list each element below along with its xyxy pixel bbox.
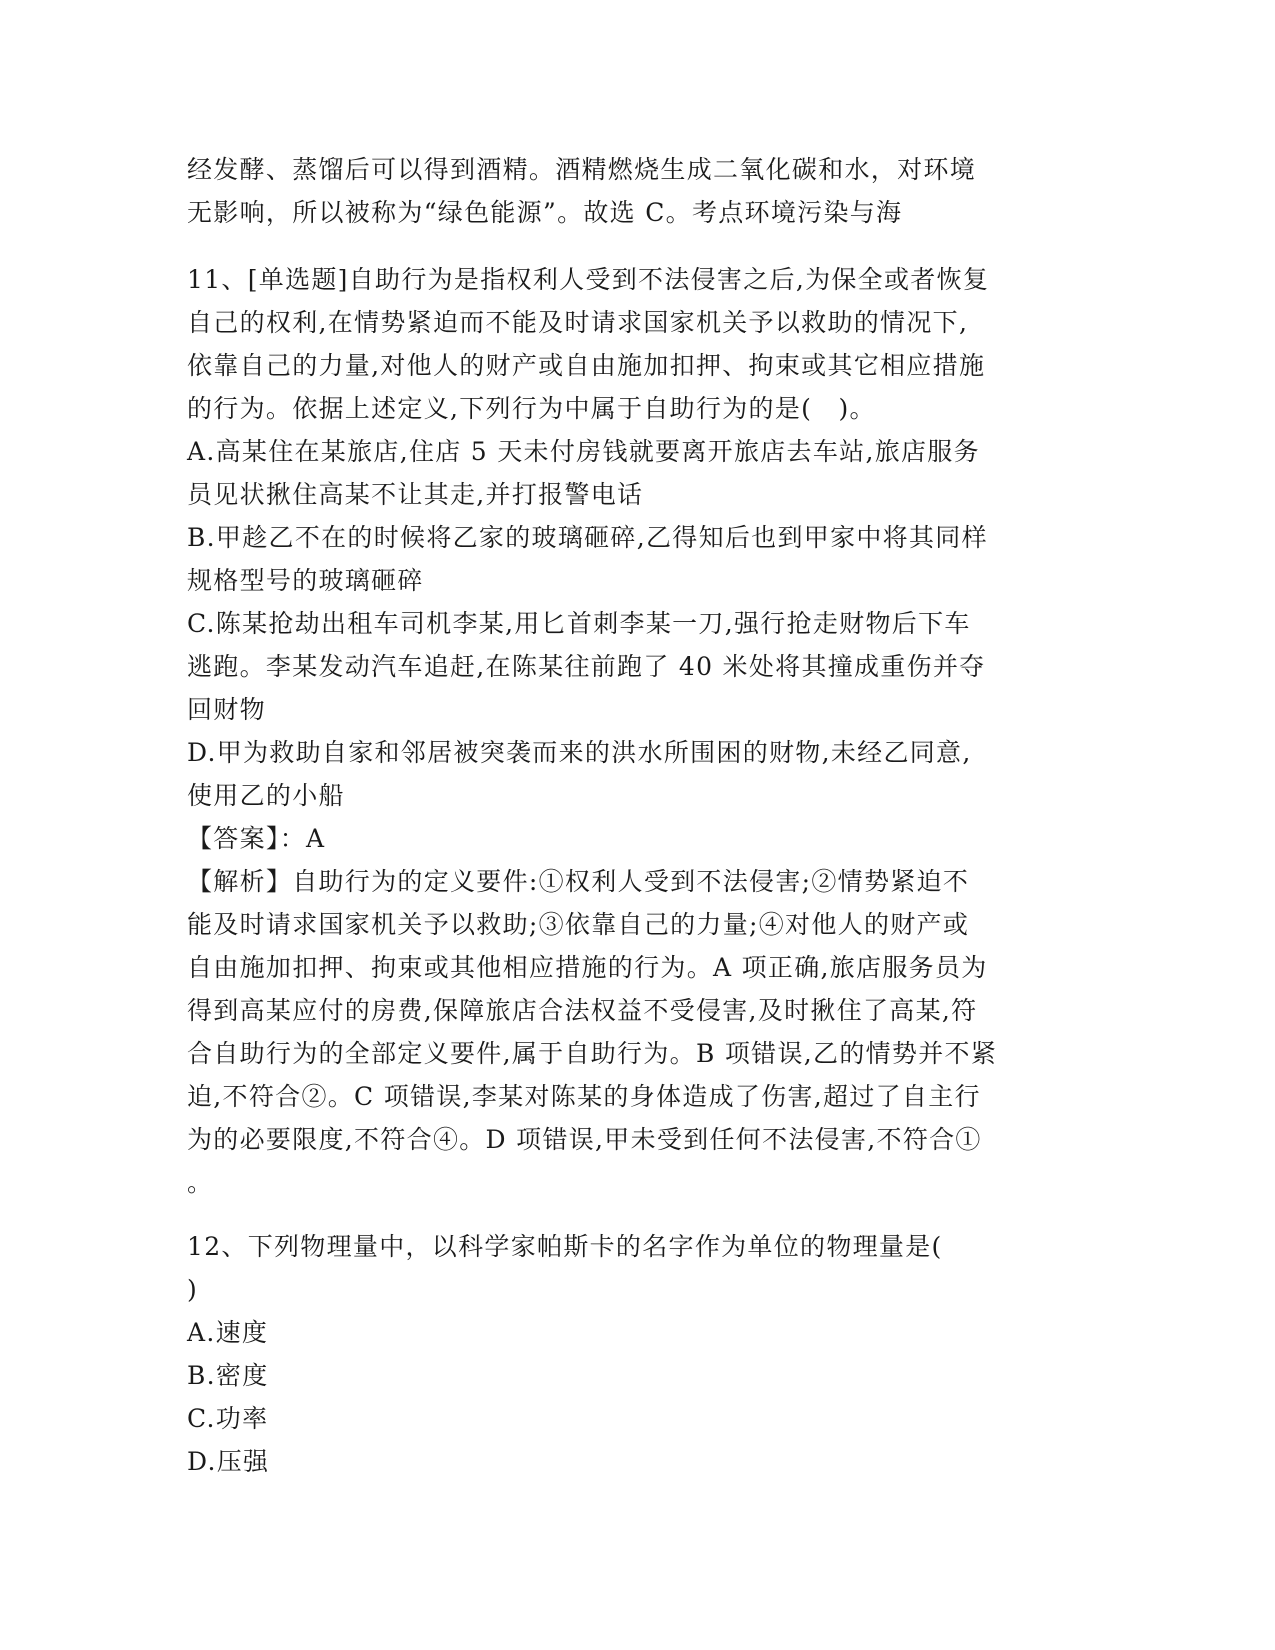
question-stem-line: 12、下列物理量中，以科学家帕斯卡的名字作为单位的物理量是(	[187, 1232, 943, 1261]
option-d: D.压强	[187, 1447, 270, 1476]
analysis-line: 迫,不符合②。C 项错误,李某对陈某的身体造成了伤害,超过了自主行	[187, 1082, 981, 1111]
option-b: B.密度	[187, 1361, 269, 1390]
option-a-line: A.高某住在某旅店,住店 5 天未付房钱就要离开旅店去车站,旅店服务	[187, 437, 980, 466]
analysis-line: 得到高某应付的房费,保障旅店合法权益不受侵害,及时揪住了高某,符	[187, 996, 978, 1025]
analysis-line: 【解析】自助行为的定义要件:①权利人受到不法侵害;②情势紧迫不	[187, 867, 970, 896]
question-stem-line: 自己的权利,在情势紧迫而不能及时请求国家机关予以救助的情况下,	[187, 308, 969, 337]
analysis-line: 能及时请求国家机关予以救助;③依靠自己的力量;④对他人的财产或	[187, 910, 970, 939]
question-11	[187, 258, 1077, 1204]
option-d-line: D.甲为救助自家和邻居被突袭而来的洪水所围困的财物,未经乙同意,	[187, 738, 972, 767]
text-line: 经发酵、蒸馏后可以得到酒精。酒精燃烧生成二氧化碳和水，对环境	[187, 155, 977, 184]
question-stem-line: )	[187, 1275, 199, 1304]
option-b-line: B.甲趁乙不在的时候将乙家的玻璃砸碎,乙得知后也到甲家中将其同样	[187, 523, 988, 552]
question-stem-line: 11、[单选题]自助行为是指权利人受到不法侵害之后,为保全或者恢复	[187, 265, 990, 294]
option-c-line: 回财物	[187, 695, 266, 724]
option-a-line: 员见状揪住高某不让其走,并打报警电话	[187, 480, 644, 509]
text-line: 无影响，所以被称为“绿色能源”。故选 C。考点环境污染与海	[187, 198, 903, 227]
previous-analysis-continuation	[187, 148, 1077, 234]
question-12	[187, 1225, 1077, 1483]
analysis-line: 。	[187, 1168, 214, 1197]
analysis-line: 合自助行为的全部定义要件,属于自助行为。B 项错误,乙的情势并不紧	[187, 1039, 998, 1068]
option-c: C.功率	[187, 1404, 269, 1433]
option-b-line: 规格型号的玻璃砸碎	[187, 566, 424, 595]
answer-line: 【答案】：A	[187, 824, 326, 853]
question-stem-line: 的行为。依据上述定义,下列行为中属于自助行为的是( )。	[187, 394, 876, 423]
question-stem-line: 依靠自己的力量,对他人的财产或自由施加扣押、拘束或其它相应措施	[187, 351, 986, 380]
option-c-line: C.陈某抢劫出租车司机李某,用匕首刺李某一刀,强行抢走财物后下车	[187, 609, 971, 638]
option-c-line: 逃跑。李某发动汽车追赶,在陈某往前跑了 40 米处将其撞成重伤并夺	[187, 652, 986, 681]
analysis-line: 自由施加扣押、拘束或其他相应措施的行为。A 项正确,旅店服务员为	[187, 953, 988, 982]
option-a: A.速度	[187, 1318, 269, 1347]
option-d-line: 使用乙的小船	[187, 781, 345, 810]
analysis-line: 为的必要限度,不符合④。D 项错误,甲未受到任何不法侵害,不符合①	[187, 1125, 982, 1154]
